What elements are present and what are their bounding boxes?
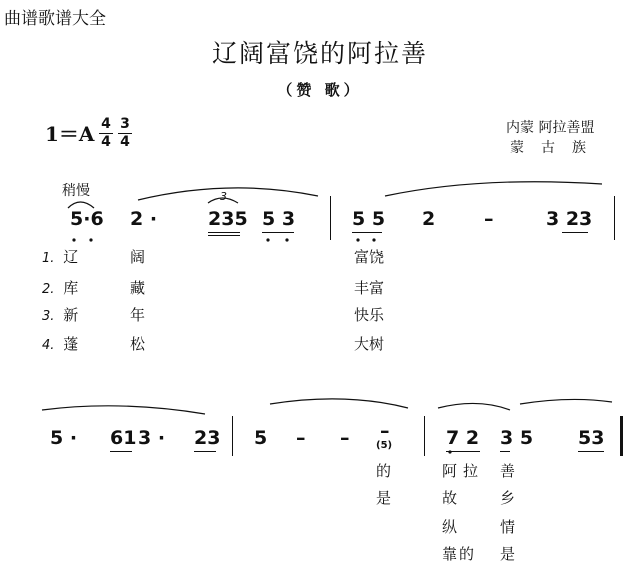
meter-top: 4 <box>101 116 111 132</box>
phrase-slur <box>520 399 612 404</box>
lyric-word: 阿拉 <box>442 462 485 480</box>
note-group: 5 3 <box>262 208 296 230</box>
barline <box>424 416 425 456</box>
low-octave-dot <box>89 238 92 241</box>
lyric-word: 松 <box>130 335 146 353</box>
lyric-word: 纵 <box>442 518 458 536</box>
lyric-word: 乡 <box>500 489 516 507</box>
note-group: 5 <box>254 427 268 449</box>
sustain-dash: – <box>340 427 350 449</box>
triplet-number: 3 <box>220 190 227 203</box>
note-group: 61 <box>110 427 137 449</box>
lyric-word: 故 <box>442 489 458 507</box>
verse-line <box>42 333 78 354</box>
barline <box>614 196 615 240</box>
lyric-word: 是 <box>500 545 516 563</box>
lyric-word: 靠的 <box>442 545 477 563</box>
barline <box>330 196 331 240</box>
meter-top: 3 <box>120 116 130 132</box>
note-group: 2 · <box>130 208 158 230</box>
note-group: 5 · <box>50 427 78 449</box>
sustain-dash: – <box>296 427 306 449</box>
phrase-slur <box>438 403 510 410</box>
lyric-word: 库 <box>63 279 79 297</box>
song-subtitle: （赞 歌） <box>277 81 363 99</box>
meter-bottom: 4 <box>120 134 130 150</box>
lyric-word: 情 <box>500 518 516 536</box>
song-title: 辽阔富饶的阿拉善 <box>211 39 428 68</box>
tempo-marking: 稍慢 <box>62 183 90 199</box>
lyric-word: 的 <box>376 462 392 480</box>
lyric-word: 蓬 <box>63 335 79 353</box>
lyric-word: 藏 <box>130 279 146 297</box>
credit-ethnicity: 蒙古族 <box>510 140 603 156</box>
low-octave-dot <box>72 238 75 241</box>
eighth-underline <box>110 451 132 452</box>
lyric-word: 是 <box>376 489 392 507</box>
sustain-dash: – <box>380 420 390 442</box>
lyric-word: 阔 <box>130 248 146 266</box>
note-group: 7 2 <box>446 427 480 449</box>
sustain-dash: – <box>484 208 494 230</box>
verse-number: 4. <box>42 338 55 353</box>
note-group: 235 <box>208 208 248 230</box>
verse-number: 2. <box>42 282 55 297</box>
eighth-underline <box>208 232 240 233</box>
eighth-underline <box>500 451 510 452</box>
low-octave-dot <box>266 238 269 241</box>
barline-thick <box>620 416 623 456</box>
sixteenth-underline <box>208 235 240 236</box>
verse-line <box>42 277 78 298</box>
meter-bottom: 4 <box>101 134 111 150</box>
lyric-word: 丰富 <box>354 279 385 297</box>
lyric-word: 快乐 <box>354 306 385 324</box>
phrase-slur <box>270 399 408 408</box>
eighth-underline <box>352 232 382 233</box>
watermark-text: 曲谱歌谱大全 <box>4 9 106 29</box>
note-group: 23 <box>194 427 221 449</box>
note-group: 53 <box>578 427 605 449</box>
note-group: 2 <box>422 208 436 230</box>
barline <box>232 416 233 456</box>
low-octave-dot <box>356 238 359 241</box>
verse-number: 1. <box>42 251 55 266</box>
verse-line <box>42 246 78 267</box>
lyric-word: 新 <box>63 306 79 324</box>
lyric-word: 善 <box>500 462 516 480</box>
note-group: 3 5 <box>500 427 534 449</box>
note-group: 3 23 <box>546 208 593 230</box>
lyric-word: 年 <box>130 306 146 324</box>
eighth-underline <box>194 451 216 452</box>
low-octave-dot <box>372 238 375 241</box>
low-octave-dot <box>285 238 288 241</box>
phrase-slur <box>385 182 602 196</box>
credit-region: 内蒙 阿拉善盟 <box>506 120 595 136</box>
lyric-word: 辽 <box>63 248 79 266</box>
eighth-underline <box>578 451 604 452</box>
eighth-underline <box>562 232 588 233</box>
eighth-underline <box>446 451 480 452</box>
note-group: 3 · <box>138 427 166 449</box>
lyric-word: 富饶 <box>354 248 385 266</box>
phrase-slur <box>42 406 205 414</box>
note-group: 5·6 <box>70 208 104 230</box>
lyric-word: 大树 <box>354 335 385 353</box>
note-group: 5 5 <box>352 208 386 230</box>
key-signature: 1＝A <box>45 122 95 146</box>
verse-line <box>42 304 78 325</box>
rest-marker: (5) <box>376 440 393 451</box>
verse-number: 3. <box>42 309 55 324</box>
eighth-underline <box>262 232 294 233</box>
